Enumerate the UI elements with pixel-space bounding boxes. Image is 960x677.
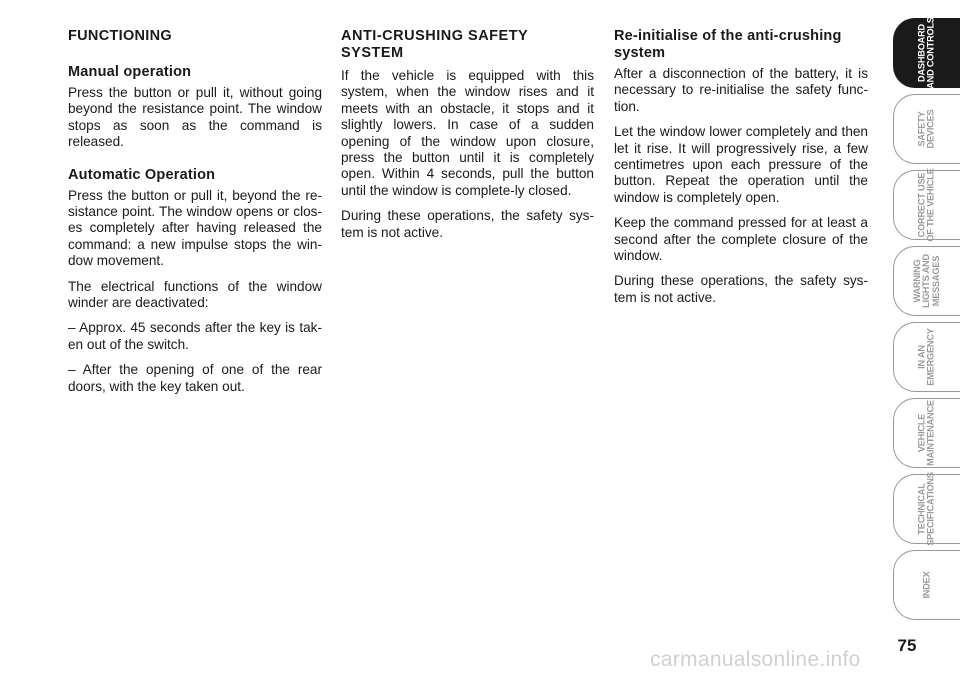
paragraph-safety-inactive: During these operations, the safety sys-tem is not active. (614, 273, 868, 305)
tab-label: IN AN EMERGENCY (916, 328, 936, 386)
subheading-automatic-operation: Automatic Operation (68, 166, 216, 183)
tab-technical-specifications[interactable] (893, 474, 960, 544)
subheading-manual-operation: Manual operation (68, 64, 192, 80)
paragraph-keep-pressed: Keep the command pressed for at least a second after the complete closure of the window. (614, 215, 868, 264)
paragraph-deactivation: The electrical functions of the window winder are deactivated: (68, 278, 322, 311)
tab-label: DASHBOARD AND CONTROLS (916, 17, 936, 89)
paragraph-lower-and-rise: Let the window lower completely and then let it rise. It will progressively rise, a few centimetres upon each pressure of the button. Repeat the operation until the window is completely open. (614, 124, 868, 205)
paragraph-automatic-operation: Press the button or pull it, beyond the re-sistance point. The window opens or clos-es completely after having released the command: a new impulse stops the win-dow movement. (68, 187, 322, 269)
heading-line-2: SYSTEM (341, 45, 404, 61)
heading-line-2: system (614, 45, 666, 61)
watermark: carmanualsonline.info (650, 648, 861, 671)
paragraph-manual-operation: Press the button or pull it, without going beyond the resistance point. The window stops as soon as the command is released. (68, 85, 322, 150)
tab-label: VEHICLE MAINTENANCE (916, 400, 936, 466)
column-functioning (68, 28, 322, 404)
paragraph-anti-crushing-description: If the vehicle is equipped with this system, when the window rises and it meets with an obstacle, it stops and it slightly lowers. In case of a sudden opening of the window upon closure, press the button until it is completely open. Within 4 seconds, pull the button until the window is complete-ly closed. (341, 68, 594, 198)
tab-correct-use-of-the-vehicle[interactable] (893, 170, 960, 240)
tab-safety-devices[interactable] (893, 94, 960, 164)
tab-warning-lights-and-messages[interactable] (893, 246, 960, 316)
tab-label: SAFETY DEVICES (916, 109, 936, 149)
list-item-rear-door: – After the opening of one of the rear doors, with the key taken out. (68, 362, 322, 394)
section-heading-anti-crushing (341, 28, 594, 62)
tab-label: WARNING LIGHTS AND MESSAGES (911, 254, 941, 308)
list-item-key-removed: – Approx. 45 seconds after the key is tak-en out of the switch. (68, 320, 322, 352)
column-reinitialise (614, 28, 868, 315)
paragraph-safety-inactive: During these operations, the safety sys-tem is not active. (341, 208, 594, 240)
tab-label: TECHNICAL SPECIFICATIONS (916, 472, 936, 546)
section-heading-reinitialise (614, 28, 868, 62)
column-anti-crushing (341, 28, 594, 250)
page-number: 75 (897, 636, 917, 655)
tab-vehicle-maintenance[interactable] (893, 398, 960, 468)
section-heading-functioning: FUNCTIONING (68, 28, 172, 44)
heading-line-1: Re-initialise of the anti-crushing (614, 28, 842, 44)
chapter-tabs (893, 18, 960, 626)
paragraph-battery-disconnection: After a disconnection of the battery, it is necessary to re-initialise the safety func-tion. (614, 66, 868, 114)
tab-in-an-emergency[interactable] (893, 322, 960, 392)
heading-line-1: ANTI-CRUSHING SAFETY (341, 28, 529, 44)
tab-dashboard-and-controls[interactable] (893, 18, 960, 88)
tab-index[interactable] (893, 550, 960, 620)
tab-label: INDEX (921, 571, 932, 599)
tab-label: CORRECT USE OF THE VEHICLE (916, 168, 936, 242)
